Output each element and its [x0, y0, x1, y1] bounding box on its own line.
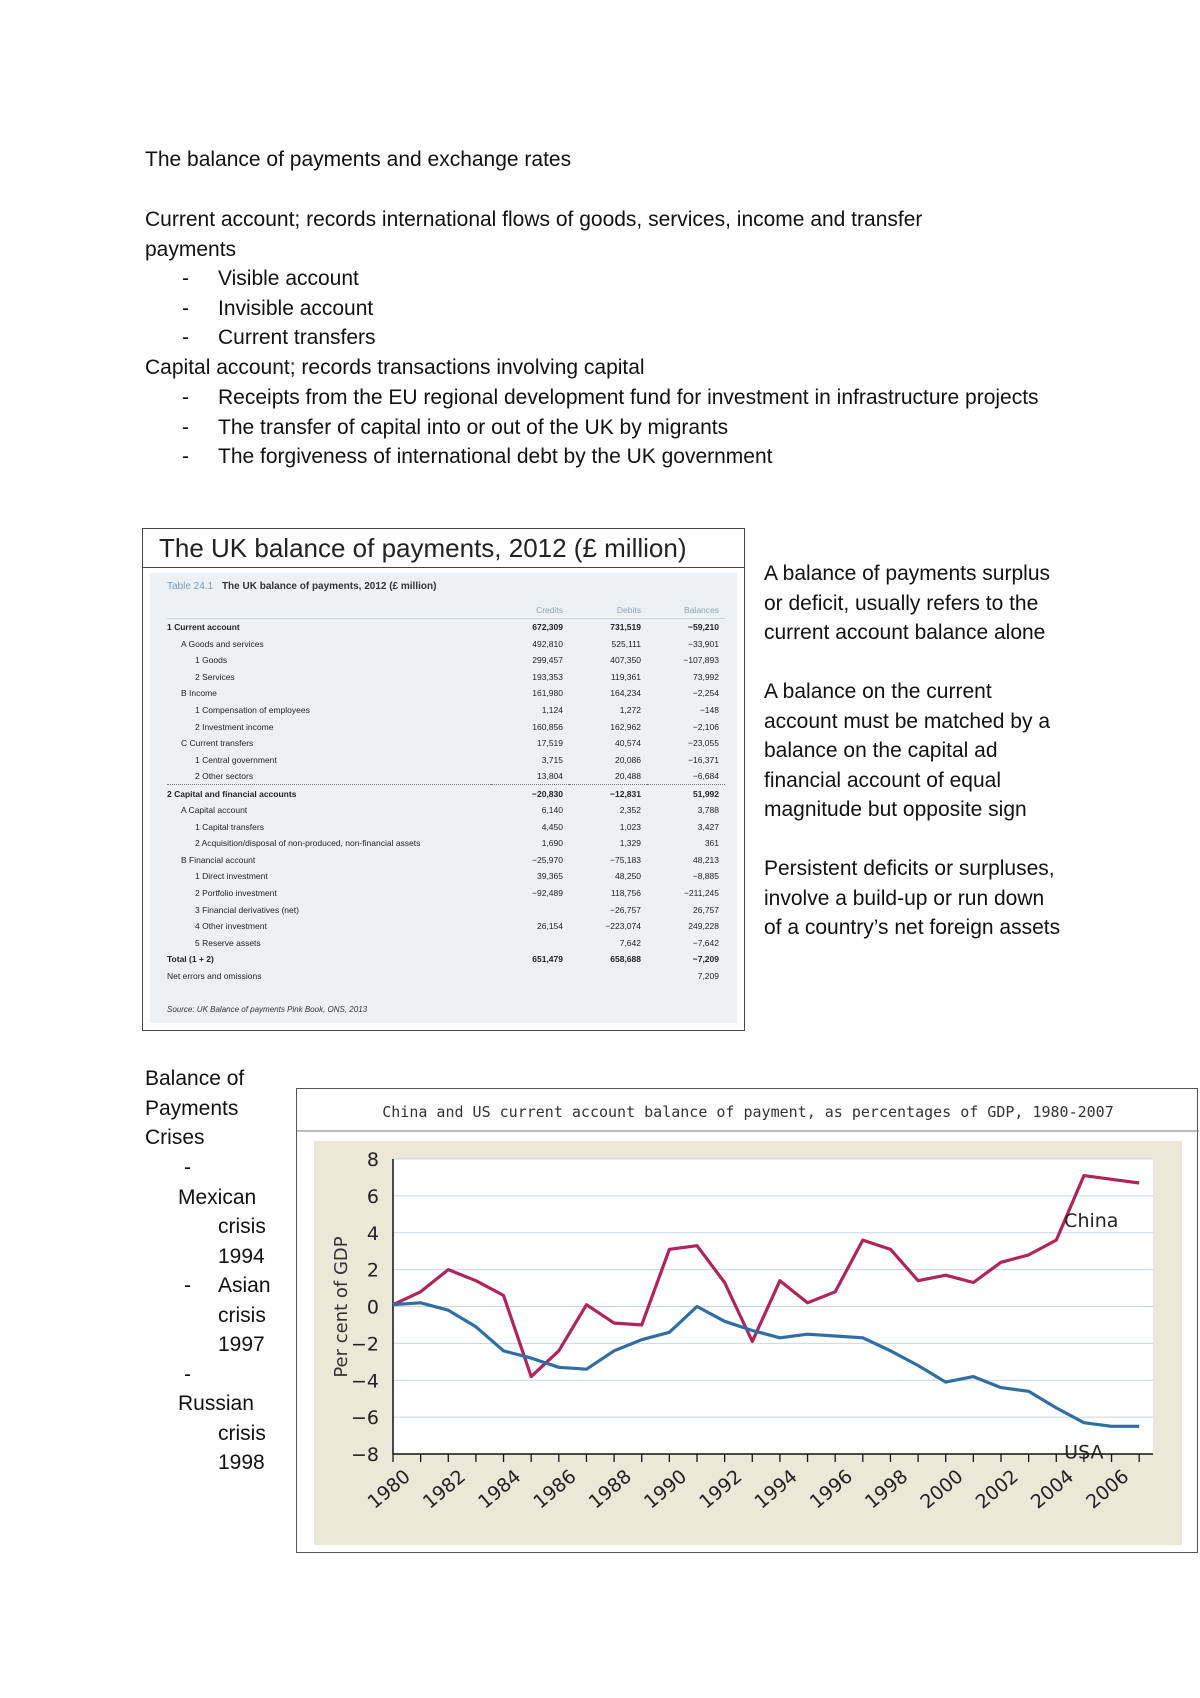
side-note: Persistent deficits or surpluses, involve a build-up or run down of a country’s net foreign assets — [764, 857, 1061, 939]
cell-balances: −33,901 — [688, 638, 719, 649]
series-label-china: China — [1064, 1209, 1119, 1232]
cell-debits: 119,361 — [610, 671, 641, 682]
row-label: 2 Other sectors — [195, 771, 254, 782]
crisis-dash: - — [184, 1362, 191, 1386]
cell-balances: −7,642 — [692, 937, 719, 948]
cell-debits: 525,111 — [611, 638, 641, 649]
cell-credits: 26,154 — [537, 921, 563, 932]
table-row — [167, 885, 725, 902]
cell-balances: −23,055 — [688, 738, 719, 749]
row-label: A Goods and services — [181, 638, 264, 649]
row-label: 4 Other investment — [195, 921, 267, 932]
x-tick-label: 1982 — [418, 1465, 471, 1514]
series-label-usa: USA — [1064, 1441, 1104, 1464]
table-row — [167, 934, 725, 951]
cell-credits: 39,365 — [537, 871, 563, 882]
cell-debits: −223,074 — [605, 921, 641, 932]
cell-debits: 20,086 — [615, 754, 641, 765]
cell-credits — [491, 901, 569, 918]
capital-account-item: - Receipts from the EU regional development fund for investment in infrastructure projects — [180, 383, 1040, 413]
cell-balances: 249,228 — [688, 921, 719, 932]
cell-debits: −12,831 — [569, 785, 647, 802]
x-tick-label: 1992 — [695, 1465, 747, 1514]
label-header — [167, 603, 491, 619]
row-label: 2 Investment income — [195, 721, 274, 732]
cell-debits: 164,234 — [610, 688, 641, 699]
cell-credits: 6,140 — [541, 805, 563, 816]
cell-balances: −59,210 — [688, 622, 719, 633]
cell-balances: −148 — [699, 705, 719, 715]
chart-figure — [296, 1088, 1198, 1553]
row-label: 1 Compensation of employees — [195, 705, 310, 715]
x-tick-label: 1998 — [861, 1465, 913, 1514]
crisis-word: crisis — [218, 1303, 266, 1327]
cell-credits: 1,124 — [541, 705, 563, 715]
table-row — [167, 735, 725, 752]
row-label: 1 Goods — [195, 655, 228, 666]
capital-account-list — [180, 383, 1040, 472]
cell-balances: 73,992 — [693, 671, 719, 682]
cell-credits: 13,804 — [537, 771, 563, 782]
crisis-word: crisis — [218, 1215, 266, 1238]
row-label: 3 Financial derivatives (net) — [195, 904, 299, 915]
cell-balances: −211,245 — [683, 888, 719, 899]
y-tick-label: 0 — [366, 1296, 379, 1319]
x-tick-label: 1986 — [529, 1465, 581, 1514]
y-tick-label: 2 — [366, 1259, 379, 1282]
y-tick-label: 4 — [366, 1222, 379, 1245]
row-label: 2 Capital and financial accounts — [167, 785, 491, 802]
crises-heading: Balance of Payments Crises — [145, 1067, 245, 1149]
x-tick-label: 2006 — [1082, 1465, 1134, 1514]
table-row — [167, 852, 725, 869]
x-tick-label: 2004 — [1026, 1465, 1079, 1514]
crisis-name: Asian — [218, 1274, 271, 1297]
crisis-year: 1997 — [218, 1333, 265, 1356]
table-row — [167, 819, 725, 836]
y-tick-label: −6 — [350, 1407, 379, 1430]
table-source: Source: UK Balance of payments Pink Book, ONS, 2013 — [167, 1005, 368, 1014]
table-number: Table 24.1 — [167, 581, 214, 592]
crisis-item — [178, 1153, 298, 1271]
row-label: 1 Capital transfers — [195, 821, 264, 832]
cell-credits: 651,479 — [532, 954, 563, 965]
crisis-item — [178, 1360, 298, 1478]
row-label: 2 Acquisition/disposal of non-produced, non-financial assets — [195, 838, 421, 849]
row-label: 5 Reserve assets — [195, 937, 261, 948]
row-label: Total (1 + 2) — [167, 954, 214, 965]
table-row — [167, 868, 725, 885]
table-row — [167, 685, 725, 702]
crisis-name: Mexican — [178, 1185, 257, 1209]
x-tick-label: 1994 — [750, 1465, 802, 1514]
cell-credits — [491, 934, 569, 951]
row-label: 1 Direct investment — [195, 871, 268, 882]
table-panel — [150, 573, 737, 1023]
table-row — [167, 967, 725, 984]
capital-account-item: - The forgiveness of international debt by the UK government — [180, 442, 1040, 472]
capital-account-item: - The transfer of capital into or out of the UK by migrants — [180, 413, 1040, 443]
cell-debits: 2,352 — [619, 805, 641, 816]
row-label: B Financial account — [181, 854, 256, 865]
current-account-item: - Current transfers — [180, 323, 376, 353]
side-notes — [764, 559, 1064, 972]
cell-balances: −2,106 — [692, 721, 719, 732]
table-row — [167, 835, 725, 852]
x-tick-label: 1988 — [584, 1465, 636, 1514]
cell-credits: −25,970 — [532, 854, 563, 865]
table-header-row — [167, 603, 725, 619]
cell-debits: −26,757 — [610, 904, 641, 915]
cell-debits: 48,250 — [615, 871, 641, 882]
cell-debits: 40,574 — [615, 738, 641, 749]
table-body — [167, 619, 725, 985]
crisis-item — [178, 1271, 298, 1360]
row-label: 1 Current account — [167, 622, 240, 633]
cell-debits: 20,488 — [615, 771, 641, 782]
capital-account-heading: Capital account; records transactions involving capital — [145, 356, 645, 379]
y-tick-label: −2 — [350, 1333, 379, 1356]
cell-balances: 26,757 — [693, 904, 719, 915]
side-note: A balance of payments surplus or deficit, usually refers to the current account balance alone — [764, 562, 1051, 644]
cell-credits: 193,353 — [532, 671, 563, 682]
current-account-item: - Visible account — [180, 264, 376, 294]
cell-credits — [491, 967, 569, 984]
row-label: Net errors and omissions — [167, 970, 262, 981]
current-account-item: - Invisible account — [180, 294, 376, 324]
cell-balances: −107,893 — [683, 655, 719, 666]
table-row — [167, 785, 725, 802]
cell-debits: 731,519 — [610, 622, 641, 633]
table-row — [167, 751, 725, 768]
column-header-debits: Debits — [569, 603, 647, 619]
row-label: 1 Central government — [195, 754, 277, 765]
table-row — [167, 901, 725, 918]
table-row — [167, 652, 725, 669]
y-tick-label: 8 — [366, 1149, 379, 1171]
crisis-year: 1994 — [218, 1244, 265, 1268]
table-row — [167, 619, 725, 636]
x-tick-label: 1996 — [805, 1465, 857, 1514]
cell-balances: 361 — [704, 838, 719, 849]
cell-balances: 51,992 — [647, 785, 725, 802]
cell-credits: 299,457 — [532, 655, 563, 666]
cell-credits: 1,690 — [541, 838, 563, 849]
x-tick-label: 2000 — [916, 1465, 968, 1514]
crisis-word: crisis — [218, 1421, 266, 1445]
column-header-credits: Credits — [491, 603, 569, 619]
cell-balances: −16,371 — [688, 754, 719, 765]
table-row — [167, 802, 725, 819]
cell-debits: 1,023 — [619, 821, 641, 832]
crisis-year: 1998 — [218, 1451, 265, 1474]
cell-debits: 1,272 — [619, 705, 641, 715]
cell-debits: 407,350 — [610, 655, 641, 666]
cell-balances: −7,209 — [692, 954, 719, 965]
table-row — [167, 702, 725, 719]
cell-balances: 3,788 — [697, 805, 719, 816]
row-label: 2 Services — [195, 671, 235, 682]
cell-balances: 3,427 — [697, 821, 719, 832]
cell-credits: 17,519 — [537, 738, 563, 749]
cell-credits: 160,856 — [532, 721, 563, 732]
table-row — [167, 918, 725, 935]
bop-table-figure — [142, 528, 745, 1031]
cell-credits: −20,830 — [491, 785, 569, 802]
column-header-balances: Balances — [647, 603, 725, 619]
table-banner: The UK balance of payments, 2012 (£ million) — [143, 529, 744, 568]
cell-credits: 161,980 — [532, 688, 563, 699]
row-label: C Current transfers — [181, 738, 254, 749]
current-account-list — [180, 264, 376, 353]
current-account-heading: Current account; records international flows of goods, services, income and transfer payments — [145, 208, 923, 261]
cell-debits: 1,329 — [619, 838, 641, 849]
crisis-dash: - — [184, 1156, 191, 1179]
cell-credits: −92,489 — [532, 888, 563, 899]
side-note: A balance on the current account must be matched by a balance on the capital ad financial account of equal magnitude but opposite sign — [764, 680, 1050, 821]
crises-list — [178, 1153, 298, 1478]
cell-balances: 48,213 — [693, 854, 719, 865]
x-tick-label: 1980 — [363, 1465, 415, 1514]
cell-balances: −6,684 — [692, 771, 719, 782]
x-tick-label: 1984 — [474, 1465, 526, 1514]
cell-credits: 4,450 — [541, 821, 563, 832]
table-row — [167, 768, 725, 785]
row-label: A Capital account — [181, 805, 248, 816]
x-tick-label: 1990 — [639, 1465, 692, 1514]
cell-credits: 672,309 — [532, 622, 563, 633]
table-caption — [167, 581, 436, 592]
cell-debits: 118,756 — [610, 888, 641, 899]
cell-balances: −2,254 — [692, 688, 719, 699]
crisis-name: Russian — [178, 1392, 254, 1415]
x-tick-label: 2002 — [971, 1465, 1023, 1514]
chart-title: China and US current account balance of payment, as percentages of GDP, 1980-2007 — [382, 1103, 1114, 1121]
cell-debits: 7,642 — [619, 937, 641, 948]
cell-debits: −75,183 — [610, 854, 641, 865]
cell-debits: 658,688 — [610, 954, 641, 965]
row-label: B Income — [181, 688, 217, 699]
table-row — [167, 636, 725, 653]
bop-table — [167, 603, 725, 984]
line-chart — [297, 1089, 1199, 1554]
y-tick-label: 6 — [366, 1185, 379, 1208]
table-row — [167, 718, 725, 735]
document-title: The balance of payments and exchange rates — [145, 148, 572, 171]
table-row — [167, 951, 725, 968]
y-tick-label: −8 — [350, 1444, 379, 1466]
cell-balances: −8,885 — [692, 871, 719, 882]
cell-balances: 7,209 — [697, 970, 719, 981]
cell-debits: 162,962 — [610, 721, 641, 732]
cell-credits: 3,715 — [541, 754, 563, 765]
cell-debits — [569, 967, 647, 984]
row-label: 2 Portfolio investment — [195, 888, 277, 899]
y-tick-label: −4 — [350, 1370, 379, 1393]
cell-credits: 492,810 — [532, 638, 563, 649]
table-caption-title: The UK balance of payments, 2012 (£ million) — [221, 581, 437, 592]
table-row — [167, 669, 725, 686]
y-axis-label: Per cent of GDP — [331, 1236, 352, 1378]
crisis-dash: - — [184, 1274, 191, 1297]
